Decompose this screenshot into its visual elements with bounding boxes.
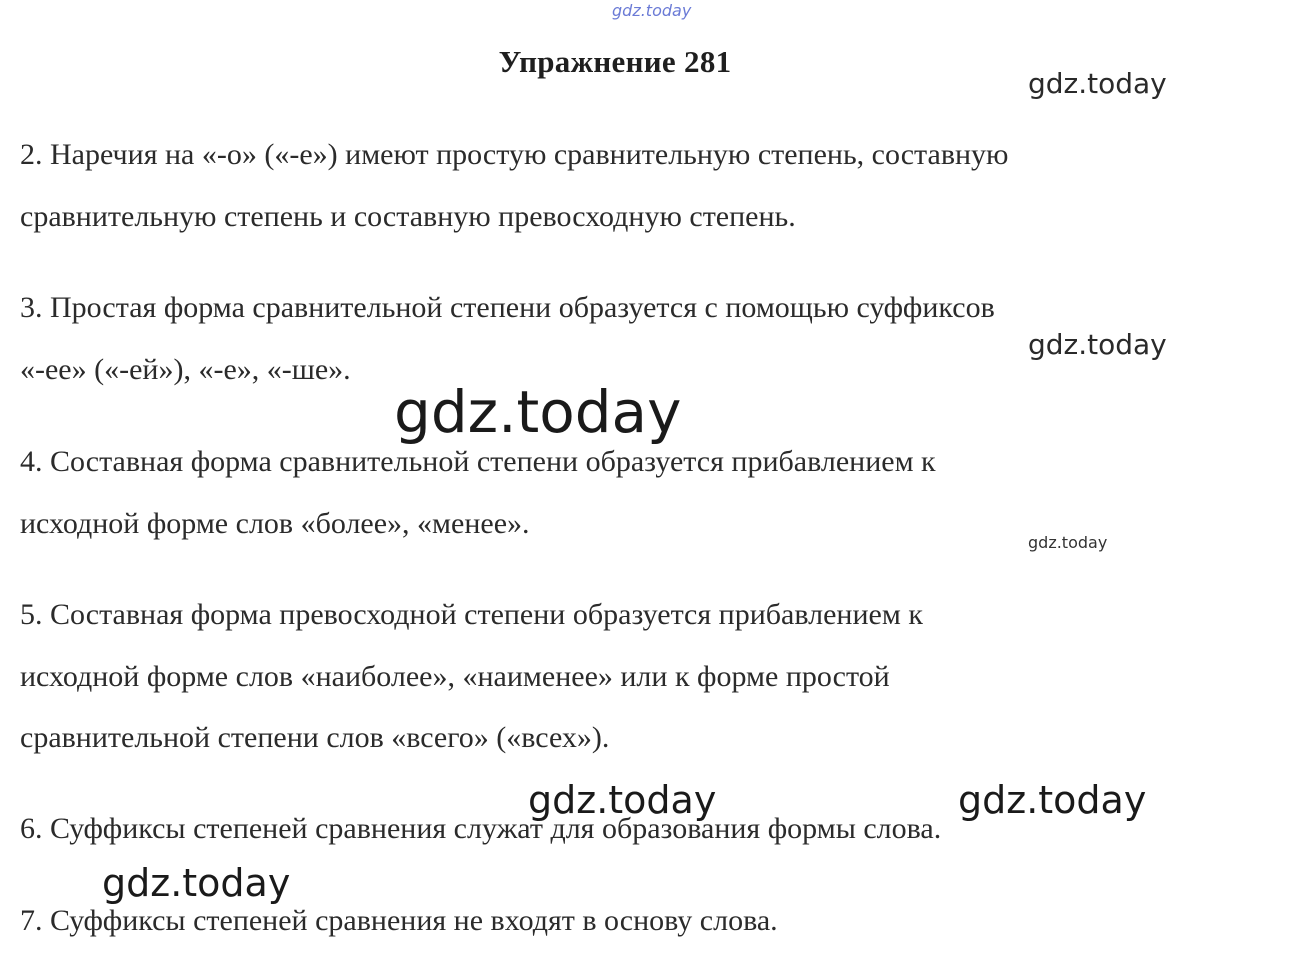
watermark: gdz.today bbox=[528, 778, 717, 822]
item-6-line-1: 6. Суффиксы степеней сравнения служат для образования формы слова. bbox=[20, 812, 942, 845]
page-title: Упражнение 281 bbox=[498, 44, 732, 79]
item-2-line-2: сравнительную степень и составную превосходную степень. bbox=[20, 200, 796, 233]
watermark-small: gdz.today bbox=[1028, 533, 1108, 552]
watermark: gdz.today bbox=[102, 861, 291, 905]
item-7-line-1: 7. Суффиксы степеней сравнения не входят в основу слова. bbox=[20, 904, 778, 937]
watermark: gdz.today bbox=[958, 778, 1147, 822]
item-5-line-1: 5. Составная форма превосходной степени образуется прибавлением к bbox=[20, 598, 923, 631]
item-2-line-1: 2. Наречия на «-о» («-е») имеют простую сравнительную степень, составную bbox=[20, 138, 1009, 171]
item-5-line-2: исходной форме слов «наиболее», «наименее» или к форме простой bbox=[20, 660, 890, 693]
watermark: gdz.today bbox=[1028, 328, 1167, 361]
item-4-line-1: 4. Составная форма сравнительной степени образуется прибавлением к bbox=[20, 445, 936, 478]
item-4-line-2: исходной форме слов «более», «менее». bbox=[20, 507, 530, 540]
watermark: gdz.today bbox=[1028, 67, 1167, 100]
item-3-line-2: «-ее» («-ей»), «-е», «-ше». bbox=[20, 353, 351, 386]
item-3-line-1: 3. Простая форма сравнительной степени образуется с помощью суффиксов bbox=[20, 291, 995, 324]
item-5-line-3: сравнительной степени слов «всего» («всех»). bbox=[20, 721, 610, 754]
watermark-large: gdz.today bbox=[394, 378, 682, 446]
watermark-top: gdz.today bbox=[612, 1, 692, 20]
